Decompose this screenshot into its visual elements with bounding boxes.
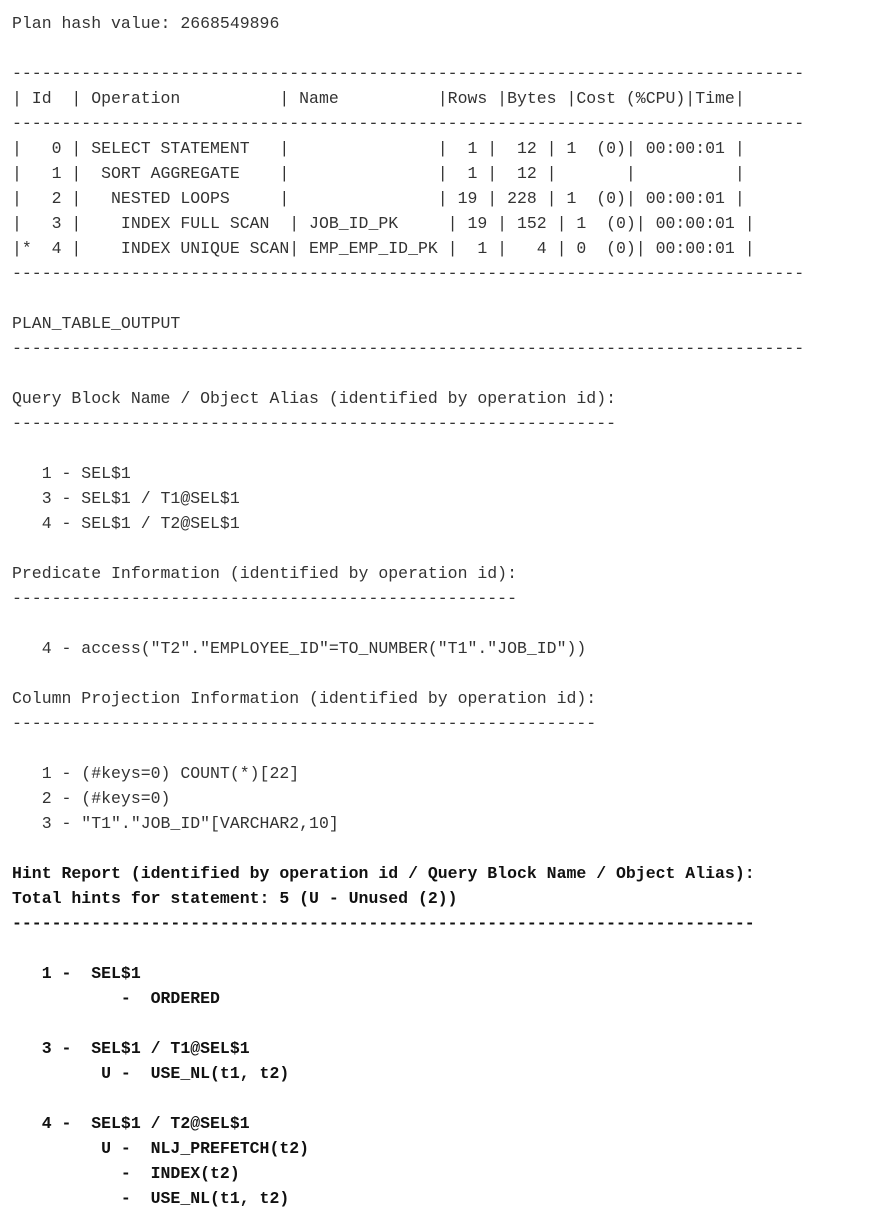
blank-line (12, 36, 862, 61)
list-item: 1 - SEL$1 (12, 464, 131, 483)
blank-line (12, 936, 862, 961)
blank-line (12, 536, 862, 561)
section-title: Predicate Information (identified by operation id): (12, 564, 517, 583)
table-row: | 3 | INDEX FULL SCAN | JOB_ID_PK | 19 | 152 | 1 (0)| 00:00:01 | (12, 214, 755, 233)
table-row: | 0 | SELECT STATEMENT | | 1 | 12 | 1 (0)| 00:00:01 | (12, 139, 745, 158)
list-item: 4 - access("T2"."EMPLOYEE_ID"=TO_NUMBER("T1"."JOB_ID")) (12, 639, 587, 658)
projection-section (12, 686, 862, 836)
blank-line (12, 361, 862, 386)
blank-line (12, 611, 862, 636)
list-item: - INDEX(t2) (12, 1164, 240, 1183)
table-row: | 2 | NESTED LOOPS | | 19 | 228 | 1 (0)| 00:00:01 | (12, 189, 745, 208)
section-rule: --------------------------------------------------- (12, 589, 517, 608)
blank-line (12, 736, 862, 761)
list-item: 1 - SEL$1 (12, 964, 141, 983)
list-item: 3 - SEL$1 / T1@SEL$1 (12, 489, 240, 508)
predicate-section (12, 561, 862, 661)
blank-line (12, 286, 862, 311)
list-item: - USE_NL(t1, t2) (12, 1189, 290, 1208)
list-item: U - NLJ_PREFETCH(t2) (12, 1139, 310, 1158)
table-row: | 1 | SORT AGGREGATE | | 1 | 12 | | | (12, 164, 745, 183)
list-item: 1 - (#keys=0) COUNT(*)[22] (12, 764, 300, 783)
list-item (12, 1086, 862, 1111)
table-rule-header: -------------------------------------------------------------------------------- (12, 114, 805, 133)
blank-line (12, 661, 862, 686)
section-rule: ----------------------------------------------------------- (12, 714, 597, 733)
section-title: Column Projection Information (identified by operation id): (12, 689, 597, 708)
section-title: Hint Report (identified by operation id / Query Block Name / Object Alias): (12, 864, 755, 883)
plan-table (12, 61, 862, 286)
section-title: Query Block Name / Object Alias (identified by operation id): (12, 389, 616, 408)
list-item: 2 - (#keys=0) (12, 789, 171, 808)
plan-hash-line: Plan hash value: 2668549896 (12, 14, 280, 33)
list-item: 3 - "T1"."JOB_ID"[VARCHAR2,10] (12, 814, 339, 833)
list-item: 4 - SEL$1 / T2@SEL$1 (12, 514, 240, 533)
blank-line (12, 836, 862, 861)
table-header-row: | Id | Operation | Name |Rows |Bytes |Cost (%CPU)|Time| (12, 89, 745, 108)
list-item (12, 1011, 862, 1036)
blank-line (12, 436, 862, 461)
list-item: 4 - SEL$1 / T2@SEL$1 (12, 1114, 250, 1133)
execution-plan-document (12, 11, 862, 1211)
plan-table-output-rule: -------------------------------------------------------------------------------- (12, 339, 805, 358)
table-row: |* 4 | INDEX UNIQUE SCAN| EMP_EMP_ID_PK | 1 | 4 | 0 (0)| 00:00:01 | (12, 239, 755, 258)
list-item: - ORDERED (12, 989, 220, 1008)
list-item: 3 - SEL$1 / T1@SEL$1 (12, 1039, 250, 1058)
table-rule-top: -------------------------------------------------------------------------------- (12, 64, 805, 83)
plan-table-output-title: PLAN_TABLE_OUTPUT (12, 314, 181, 333)
hint-report-section (12, 861, 862, 1211)
list-item: U - USE_NL(t1, t2) (12, 1064, 290, 1083)
hint-total-line: Total hints for statement: 5 (U - Unused (2)) (12, 889, 458, 908)
section-rule: ------------------------------------------------------------- (12, 414, 616, 433)
table-rule-bottom: -------------------------------------------------------------------------------- (12, 264, 805, 283)
section-rule: --------------------------------------------------------------------------- (12, 914, 755, 933)
query-block-section (12, 386, 862, 536)
